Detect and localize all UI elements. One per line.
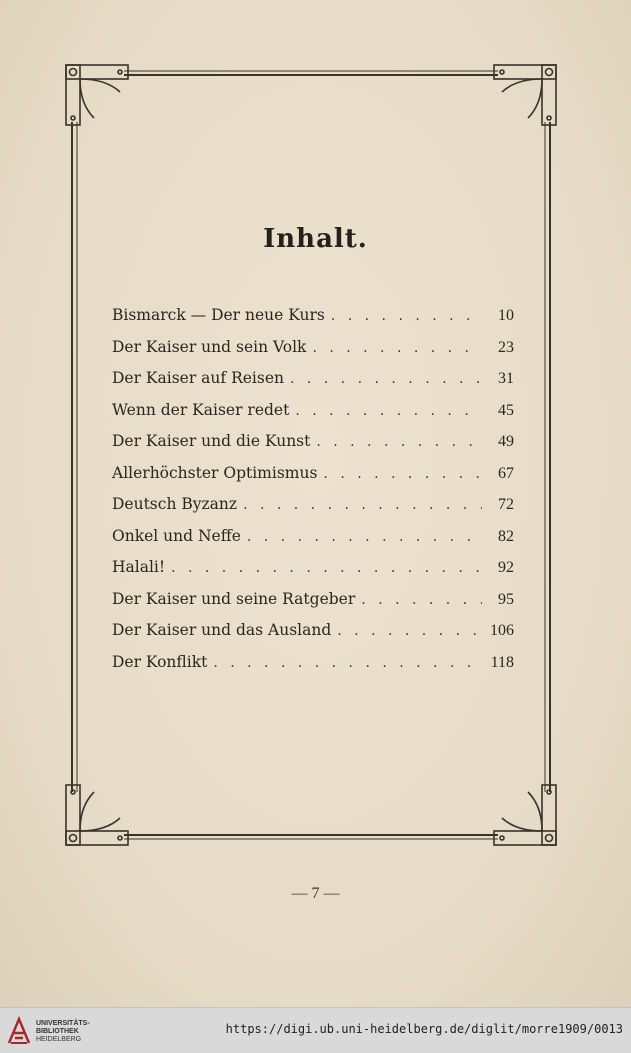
toc-entry xyxy=(112,621,514,653)
library-logo-icon xyxy=(6,1016,32,1046)
table-of-contents xyxy=(112,306,514,684)
toc-entry-page: 118 xyxy=(490,653,514,671)
toc-entry-title: Onkel und Neffe xyxy=(112,526,241,545)
page-number: — 7 — xyxy=(291,885,340,902)
leader-dots xyxy=(337,623,482,639)
toc-entry-title: Bismarck — Der neue Kurs xyxy=(112,306,325,324)
toc-entry-page: 95 xyxy=(498,590,514,608)
toc-entry xyxy=(112,401,514,433)
toc-entry xyxy=(112,527,514,559)
toc-entry-page: 49 xyxy=(498,433,514,450)
leader-dots xyxy=(361,592,482,608)
leader-dots xyxy=(331,308,482,324)
toc-entry-page: 45 xyxy=(498,401,514,419)
toc-entry-title: Halali! xyxy=(112,558,166,576)
leader-dots xyxy=(243,497,482,513)
leader-dots xyxy=(290,371,482,387)
toc-entry-title: Der Konflikt xyxy=(112,652,208,671)
toc-entry xyxy=(112,464,514,496)
library-logo[interactable] xyxy=(6,1014,96,1048)
toc-entry-page: 23 xyxy=(498,338,514,356)
toc-entry-page: 106 xyxy=(490,622,514,639)
toc-entry-title: Der Kaiser und das Ausland xyxy=(112,621,332,639)
toc-entry xyxy=(112,590,514,622)
leader-dots xyxy=(316,434,482,450)
toc-entry-title: Der Kaiser auf Reisen xyxy=(112,369,284,387)
permalink-url[interactable]: https://digi.ub.uni-heidelberg.de/diglit/morre1909/0013 xyxy=(225,1022,623,1036)
leader-dots xyxy=(171,560,482,576)
toc-entry-title: Der Kaiser und die Kunst xyxy=(112,432,311,450)
toc-entry-page: 72 xyxy=(498,496,514,513)
toc-entry-page: 92 xyxy=(498,559,514,576)
toc-entry xyxy=(112,338,514,370)
leader-dots xyxy=(213,655,482,671)
viewer-footer xyxy=(0,1007,631,1053)
page-title: Inhalt. xyxy=(263,224,368,254)
toc-entry-title: Deutsch Byzanz xyxy=(112,495,238,513)
toc-entry xyxy=(112,558,514,590)
toc-entry-page: 31 xyxy=(498,370,514,387)
toc-entry-page: 67 xyxy=(498,464,514,482)
toc-entry-title: Der Kaiser und sein Volk xyxy=(112,337,307,356)
toc-entry xyxy=(112,653,514,685)
toc-entry xyxy=(112,495,514,527)
toc-entry xyxy=(112,306,514,338)
leader-dots xyxy=(247,529,482,545)
toc-entry-page: 82 xyxy=(498,527,514,545)
logo-text-line: UNIVERSITÄTS- xyxy=(36,1020,90,1027)
logo-text-line: BIBLIOTHEK xyxy=(36,1028,79,1035)
toc-entry xyxy=(112,432,514,464)
toc-entry-title: Allerhöchster Optimismus xyxy=(112,463,318,482)
logo-text-line: HEIDELBERG xyxy=(36,1036,82,1043)
toc-entry-page: 10 xyxy=(498,307,514,324)
leader-dots xyxy=(295,403,482,419)
toc-entry-title: Wenn der Kaiser redet xyxy=(112,400,290,419)
toc-entry-title: Der Kaiser und seine Ratgeber xyxy=(112,589,356,608)
leader-dots xyxy=(312,340,482,356)
leader-dots xyxy=(323,466,482,482)
toc-entry xyxy=(112,369,514,401)
